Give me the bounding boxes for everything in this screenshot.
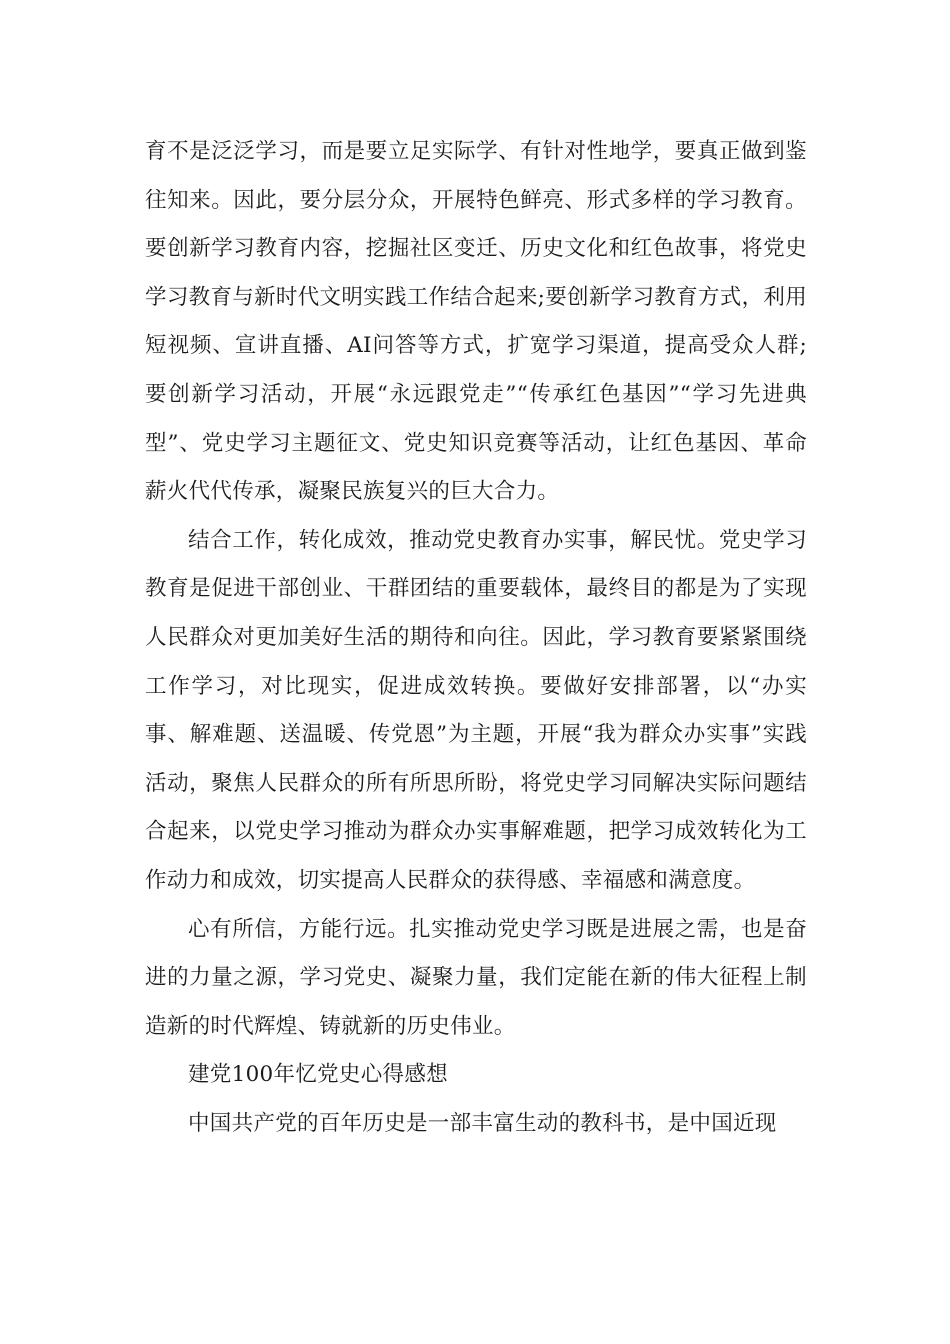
paragraph-work-results: 结合工作，转化成效，推动党史教育办实事，解民忧。党史学习教育是促进干部创业、干群团结的重要载体，最终目的都是为了实现人民群众对更加美好生活的期待和向往。因此，学习教育要紧紧围绕工作学习，对比现实，促进成效转换。要做好安排部署，以“办实事、解难题、送温暖、传党恩”为主题，开展“我为群众办实事”实践活动，聚焦人民群众的所有所思所盼，将党史学习同解决实际问题结合起来，以党史学习推动为群众办实事解难题，把学习成效转化为工作动力和成效，切实提高人民群众的获得感、幸福感和满意度。 <box>145 527 807 893</box>
paragraph-continuation: 育不是泛泛学习，而是要立足实际学、有针对性地学，要真正做到鉴往知来。因此，要分层分众，开展特色鲜亮、形式多样的学习教育。要创新学习教育内容，挖掘社区变迁、历史文化和红色故事，将党史学习教育与新时代文明实践工作结合起来;要创新学习教育方式，利用短视频、宣讲直播、AI问答等方式，扩宽学习渠道，提高受众人群;要创新学习活动，开展“永远跟党走”“传承红色基因”“学习先进典型”、党史学习主题征文、党史知识竞赛等活动，让红色基因、革命薪火代代传承，凝聚民族复兴的巨大合力。 <box>145 139 807 505</box>
paragraph-intro: 中国共产党的百年历史是一部丰富生动的教科书，是中国近现 <box>188 1110 777 1136</box>
paragraph-conclusion: 心有所信，方能行远。扎实推动党史学习既是进展之需，也是奋进的力量之源，学习党史、凝聚力量，我们定能在新的伟大征程上制造新的时代辉煌、铸就新的历史伟业。 <box>145 916 807 1039</box>
section-heading: 建党100年忆党史心得感想 <box>188 1062 448 1088</box>
document-body <box>145 128 807 1148</box>
